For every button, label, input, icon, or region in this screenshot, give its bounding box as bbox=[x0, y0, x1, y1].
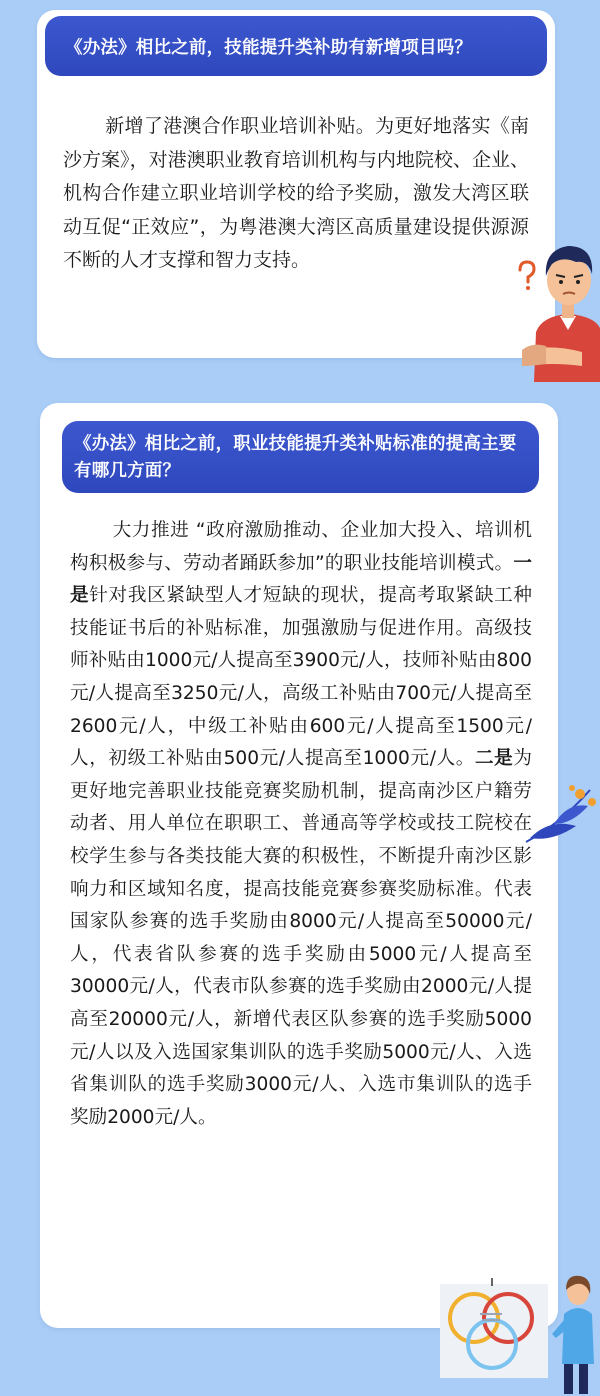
answer-text: 新增了港澳合作职业培训补贴。为更好地落实《南沙方案》，对港澳职业教育培训机构与内地院校、企业、机构合作建立职业培训学校的给予奖励，激发大湾区联动互促“正效应”，为粤港澳大湾区高质量建设提供源源不断的人才支撑和智力支持。 bbox=[63, 115, 529, 271]
faq-card-standards bbox=[40, 403, 558, 1328]
point1-text: 针对我区紧缺型人才短缺的现状，提高考取紧缺工种技能证书后的补贴标准，加强激励与促进作用。高级技师补贴由1000元/人提高至3900元/人，技师补贴由800元/人提高至3250元/人，高级工补贴由700元/人提高至2600元/人，中级工补贴由600元/人提高至1500元/人，初级工补贴由500元/人提高至1000元/人。 bbox=[70, 585, 532, 770]
question-bar bbox=[45, 16, 547, 76]
question-bar bbox=[62, 421, 539, 493]
pointing-woman-illustration bbox=[552, 1268, 600, 1396]
answer-paragraph bbox=[63, 110, 529, 278]
point1-label: 一是 bbox=[70, 552, 532, 607]
venn-diagram-board bbox=[440, 1278, 548, 1378]
point2-text: 为更好地完善职业技能竞赛奖励机制，提高南沙区户籍劳动者、用人单位在职职工、普通高等学校或技工院校在校学生参与各类技能大赛的积极性，不断提升南沙区影响力和区域知名度，提高技能竞赛参赛奖励标准。代表国家队参赛的选手奖励由8000元/人提高至50000元/人，代表省队参赛的选手奖励由5000元/人提高至30000元/人，代表市队参赛的选手奖励由2000元/人提高至20000元/人，新增代表区队参赛的选手奖励5000元/人以及入选国家集训队的选手奖励5000元/人、入选省集训队的选手奖励3000元/人、入选市集训队的选手奖励2000元/人。 bbox=[70, 748, 532, 1128]
intro-text: 大力推进 “政府激励推动、企业加大投入、培训机构积极参与、劳动者踊跃参加”的职业技能培训模式。 bbox=[70, 520, 532, 574]
question-text: 《办法》相比之前，技能提升类补助有新增项目吗？ bbox=[65, 38, 473, 58]
faq-card-new-items bbox=[37, 10, 555, 358]
leaf-branch-decoration bbox=[520, 780, 600, 850]
question-mark-icon bbox=[520, 262, 534, 290]
question-text: 《办法》相比之前，职业技能提升类补贴标准的提高主要有哪几方面？ bbox=[74, 434, 517, 481]
point2-label: 二是 bbox=[474, 748, 514, 770]
thinking-man-illustration bbox=[512, 232, 600, 382]
answer-paragraph bbox=[70, 515, 532, 1134]
